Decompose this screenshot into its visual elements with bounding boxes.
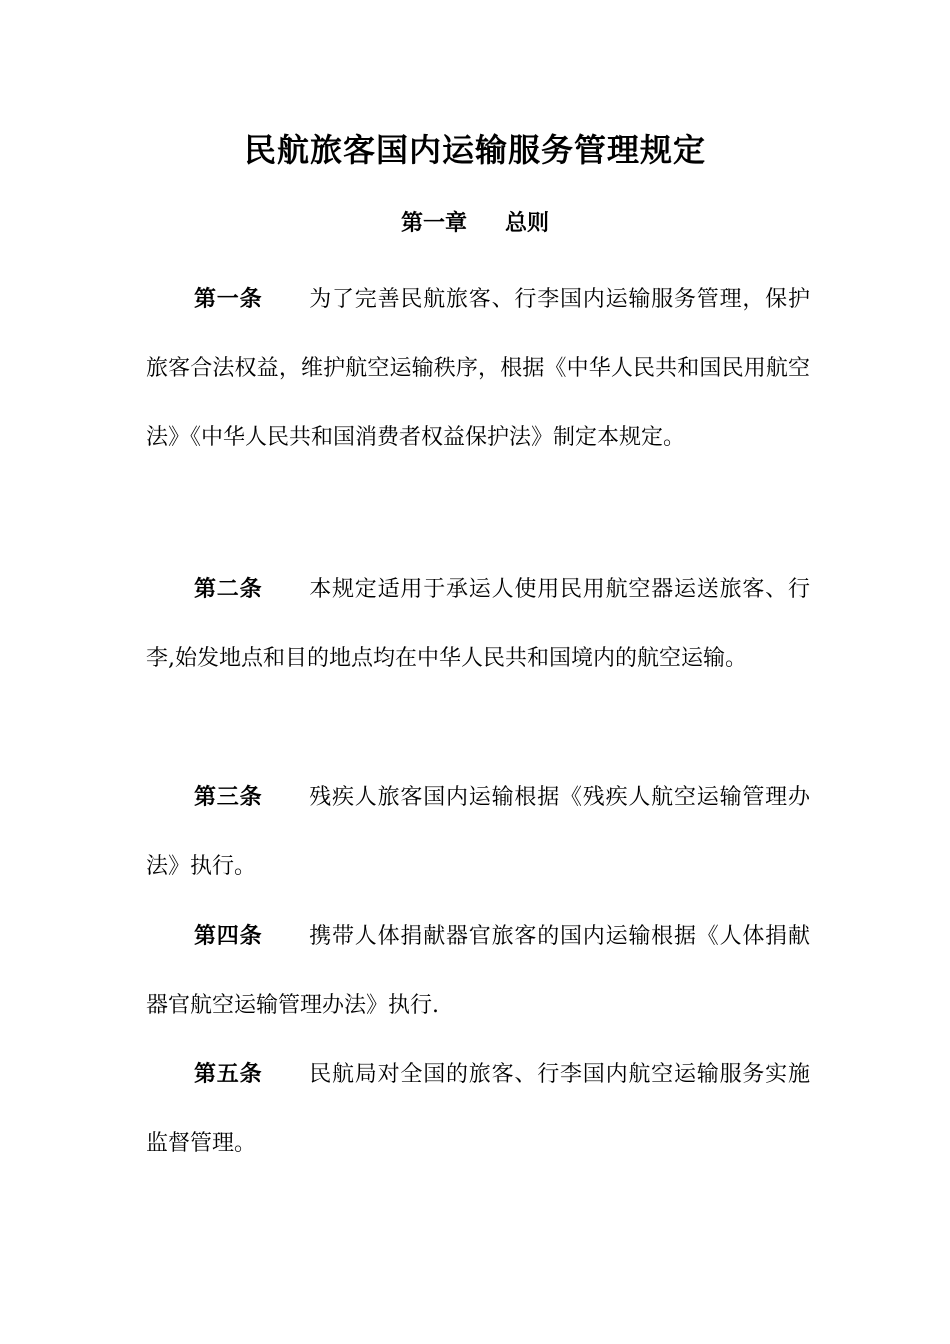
article-2	[146, 555, 810, 693]
article-3	[146, 763, 810, 901]
document-title: 民航旅客国内运输服务管理规定	[243, 131, 706, 169]
article-text: 本规定适用于承运人使用民用航空器运送旅客、行李,始发地点和目的地点均在中华人民共和国境内的航空运输。	[146, 577, 810, 671]
chapter-name: 总则	[505, 211, 550, 236]
article-number: 第一条	[194, 287, 263, 312]
article-4	[146, 902, 810, 1040]
chapter-number: 第一章	[400, 211, 467, 236]
article-text: 民航局对全国的旅客、行李国内航空运输服务实施监督管理。	[146, 1062, 810, 1156]
article-text: 携带人体捐献器官旅客的国内运输根据《人体捐献器官航空运输管理办法》执行.	[146, 924, 810, 1018]
article-number: 第五条	[194, 1062, 263, 1087]
chapter-heading	[0, 206, 950, 242]
article-number: 第三条	[194, 785, 263, 810]
article-text: 残疾人旅客国内运输根据《残疾人航空运输管理办法》执行。	[146, 785, 810, 879]
article-number: 第四条	[194, 924, 263, 949]
article-number: 第二条	[194, 577, 263, 602]
article-1	[146, 265, 810, 472]
article-5	[146, 1040, 810, 1178]
article-text: 为了完善民航旅客、行李国内运输服务管理，保护旅客合法权益，维护航空运输秩序，根据《中华人民共和国民用航空法》《中华人民共和国消费者权益保护法》制定本规定。	[146, 287, 810, 450]
